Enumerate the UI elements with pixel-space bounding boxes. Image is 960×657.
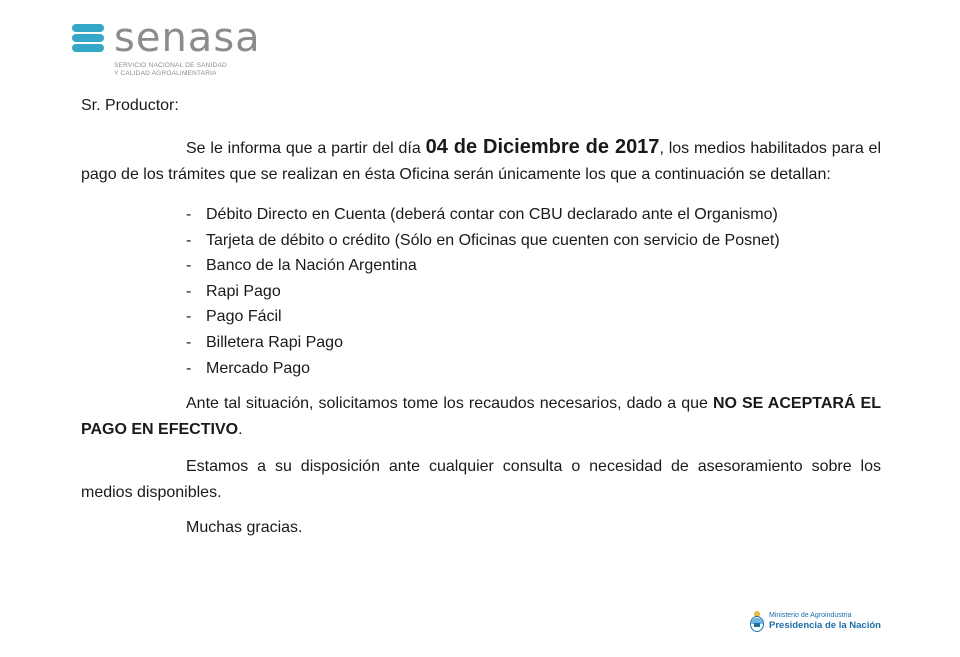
salutation: Sr. Productor: <box>81 97 179 114</box>
bullet-dash: - <box>186 333 192 351</box>
list-item: - Tarjeta de débito o crédito (Sólo en Oficinas que cuenten con servicio de Posnet) <box>186 228 780 254</box>
intro-text-end: , los medios habilitados para el pago de los trámites que se realizan en ésta Oficina serán únicamente los que a continuación se detallan: <box>81 140 881 183</box>
bullet-dash: - <box>186 206 192 223</box>
intro-text-start: Se le informa que a partir del día <box>186 140 426 157</box>
effective-date: 04 de Diciembre de 2017 <box>425 136 660 158</box>
logo-wordmark: senasa <box>114 15 261 61</box>
coat-of-arms-icon <box>749 610 765 632</box>
warning-text-start: Ante tal situación, solicitamos tome los recaudos necesarios, dado a que <box>186 395 713 412</box>
payment-methods-list <box>186 202 780 381</box>
assistance-paragraph <box>81 454 881 506</box>
no-cash-notice: NO SE ACEPTARÁ EL PAGO EN EFECTIVO <box>81 395 882 438</box>
senasa-logo-mark-icon <box>72 24 104 52</box>
list-item: - Débito Directo en Cuenta (deberá contar con CBU declarado ante el Organismo) <box>186 202 780 228</box>
ministry-name: Ministerio de Agroindustria <box>769 612 852 619</box>
bullet-dash: - <box>186 308 192 326</box>
ministry-text <box>769 612 881 631</box>
list-item: - Banco de la Nación Argentina <box>186 253 780 279</box>
list-item: - Rapi Pago <box>186 279 780 305</box>
logo-subtitle <box>114 62 227 78</box>
logo-subtitle-line2: Y CALIDAD AGROALIMENTARIA <box>114 70 217 77</box>
bullet-dash: - <box>186 231 192 249</box>
bullet-dash: - <box>186 359 192 377</box>
list-item: - Billetera Rapi Pago <box>186 330 780 356</box>
list-item: - Mercado Pago <box>186 356 780 382</box>
closing: Muchas gracias. <box>186 519 303 536</box>
warning-paragraph <box>81 391 881 443</box>
bullet-dash: - <box>186 282 192 300</box>
warning-text-end: . <box>238 421 243 438</box>
intro-paragraph <box>81 134 881 188</box>
list-item: - Pago Fácil <box>186 304 780 330</box>
logo-subtitle-line1: SERVICIO NACIONAL DE SANIDAD <box>114 62 227 69</box>
assistance-text: Estamos a su disposición ante cualquier consulta o necesidad de asesoramiento sobre los medios disponibles. <box>81 458 881 501</box>
bullet-dash: - <box>186 257 192 275</box>
presidency-name: Presidencia de la Nación <box>769 620 881 631</box>
